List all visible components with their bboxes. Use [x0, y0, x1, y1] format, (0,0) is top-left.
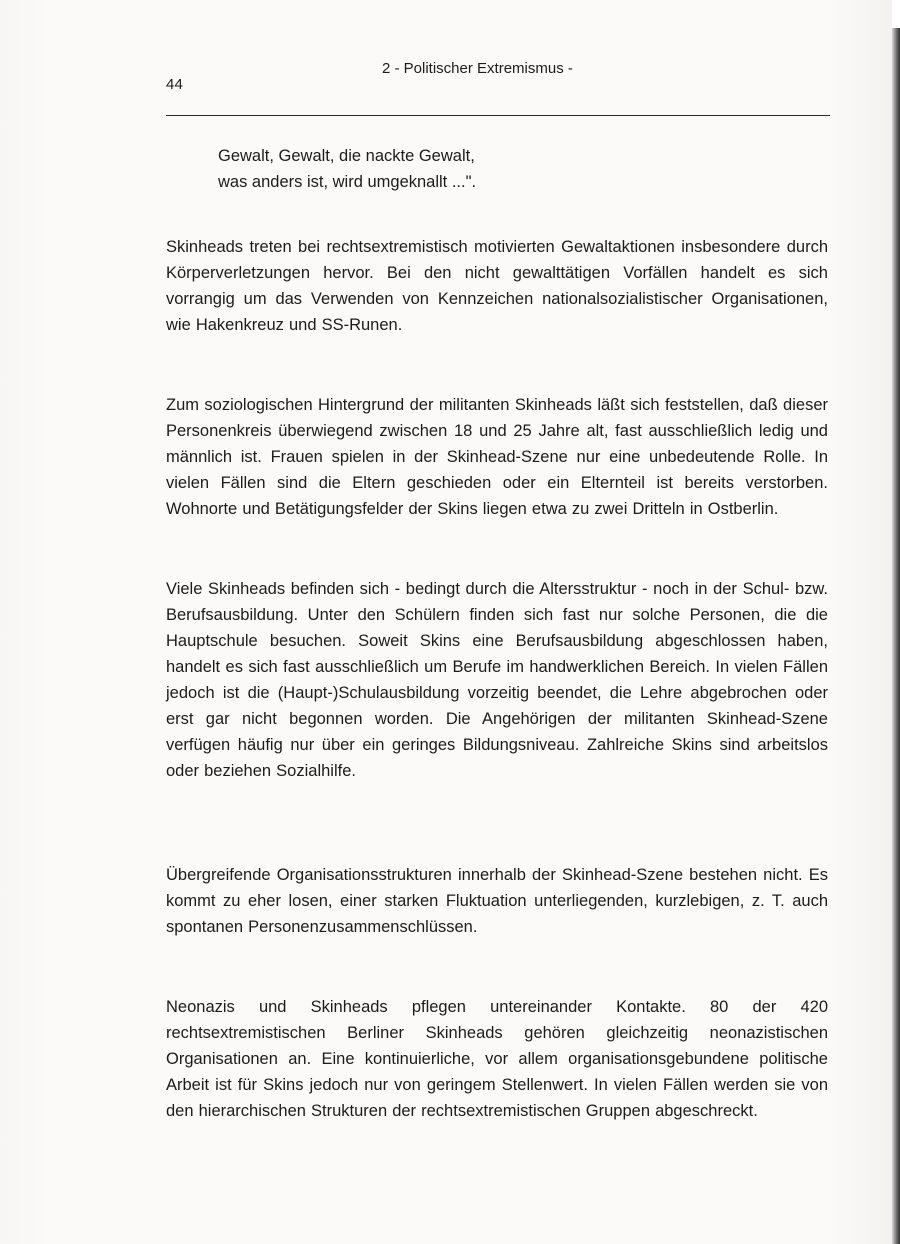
running-title: 2 - Politischer Extremismus -: [382, 60, 573, 77]
quote-line: Gewalt, Gewalt, die nackte Gewalt,: [218, 147, 475, 165]
quote-block: [218, 143, 476, 195]
paragraph-education: Viele Skinheads befinden sich - bedingt durch die Altersstruktur - noch in der Schul- bzw. Berufsausbildung. Unter den Schülern finden sich fast nur solche Personen, die die Hauptschule besuchen. Soweit Skins eine Berufsausbildung abgeschlossen haben, handelt es sich fast ausschließlich um Berufe im handwerklichen Bereich. In vielen Fällen jedoch ist die (Haupt-)Schulausbildung vorzeitig beendet, die Lehre abgebrochen oder erst gar nicht begonnen worden. Die Angehörigen der militanten Skinhead-Szene verfügen häufig nur über ein geringes Bildungsniveau. Zahlreiche Skins sind arbeitslos oder beziehen Sozialhilfe.: [166, 579, 828, 780]
paragraph-neonazi-contacts: Neonazis und Skinheads pflegen untereinander Kontakte. 80 der 420 rechtsextremistischen Berliner Skinheads gehören gleichzeitig neonazistischen Organisationen an. Eine kontinuierliche, vor allem organisationsgebundene politische Arbeit ist für Skins jedoch nur von geringem Stellenwert. In vielen Fällen werden sie von den hierarchischen Strukturen der rechtsextremistischen Gruppen abgeschreckt.: [166, 997, 828, 1120]
paragraph-skinhead-violence: Skinheads treten bei rechtsextremistisch motivierten Gewaltaktionen insbesondere durch Körperverletzungen hervor. Bei den nicht gewalttätigen Vorfällen handelt es sich vorrangig um das Verwenden von Kennzeichen nationalsozialistischer Organisationen, wie Hakenkreuz und SS-Runen.: [166, 237, 828, 334]
paragraph-sociological-background: Zum soziologischen Hintergrund der militanten Skinheads läßt sich feststellen, daß dieser Personenkreis überwiegend zwischen 18 und 25 Jahre alt, fast ausschließlich ledig und männlich ist. Frauen spielen in der Skinhead-Szene nur eine unbedeutende Rolle. In vielen Fällen sind die Eltern geschieden oder ein Elternteil ist bereits verstorben. Wohnorte und Betätigungsfelder der Skins liegen etwa zu zwei Dritteln in Ostberlin.: [166, 395, 828, 518]
page-number: 44: [166, 76, 184, 93]
header-rule: [166, 115, 830, 116]
scan-edge-shadow: [892, 28, 900, 1244]
scan-margin-top: [892, 0, 900, 28]
paragraph-organisation-structures: Übergreifende Organisationsstrukturen innerhalb der Skinhead-Szene bestehen nicht. Es kommt zu eher losen, einer starken Fluktuation unterliegenden, kurzlebigen, z. T. auch spontanen Personenzusammenschlüssen.: [166, 865, 828, 936]
quote-line: was anders ist, wird umgeknallt ...".: [218, 173, 477, 191]
